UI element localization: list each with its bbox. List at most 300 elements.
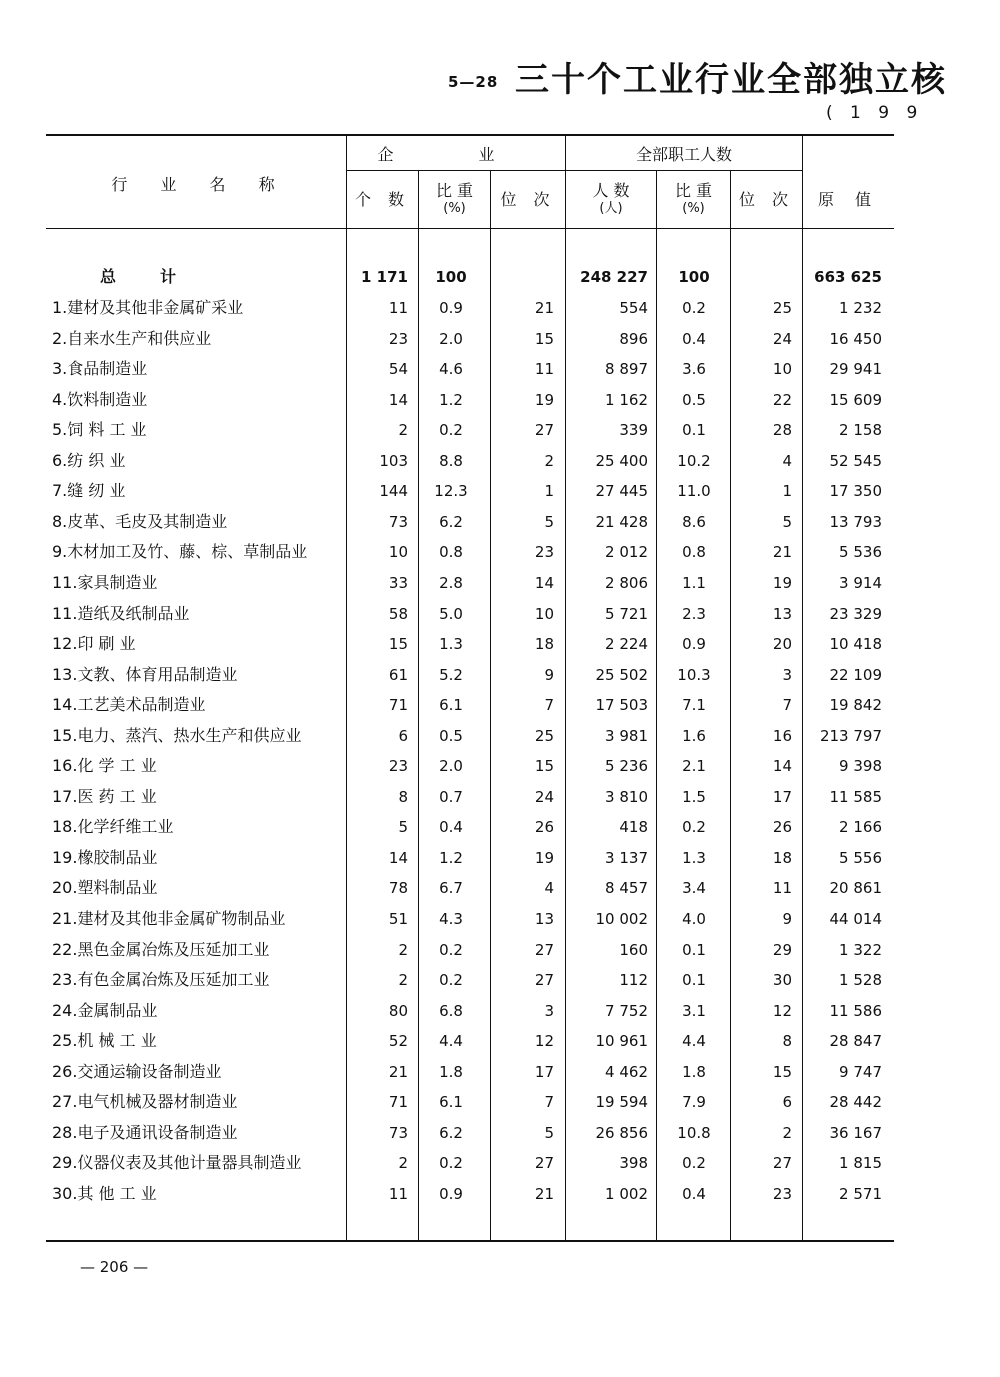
industry-name: 26.交通运输设备制造业 [52, 1062, 222, 1081]
table-row [0, 568, 1000, 598]
table-row [0, 751, 1000, 781]
emp-count-cell: 27 445 [595, 482, 648, 500]
orig-value-cell: 19 842 [829, 696, 882, 714]
emp-count-cell: 10 961 [595, 1032, 648, 1050]
group-header-rule [347, 170, 803, 171]
emp-rank-cell: 19 [772, 574, 792, 592]
orig-value-cell: 15 609 [829, 391, 882, 409]
emp-share-cell: 10.3 [677, 666, 711, 684]
industry-name: 11.造纸及纸制品业 [52, 604, 190, 623]
ent-count-cell: 2 [398, 941, 408, 959]
emp-rank-cell: 4 [782, 452, 792, 470]
emp-rank-cell: 15 [772, 1063, 792, 1081]
emp-rank-cell: 29 [772, 941, 792, 959]
ent-share-cell: 0.8 [439, 543, 463, 561]
emp-count-cell: 160 [619, 941, 648, 959]
ent-rank-cell: 14 [534, 574, 554, 592]
emp-rank-cell: 7 [782, 696, 792, 714]
orig-value-cell: 9 747 [839, 1063, 882, 1081]
header-emp-share-label: 比 重 [674, 181, 713, 200]
industry-name: 29.仪器仪表及其他计量器具制造业 [52, 1153, 302, 1172]
orig-value-cell: 52 545 [829, 452, 882, 470]
ent-rank-cell: 21 [534, 1185, 554, 1203]
emp-count-cell: 25 502 [595, 666, 648, 684]
table-row [0, 1118, 1000, 1148]
emp-share-cell: 0.1 [682, 941, 706, 959]
orig-value-cell: 9 398 [839, 757, 882, 775]
emp-count-cell: 1 162 [605, 391, 648, 409]
ent-count-cell: 11 [388, 299, 408, 317]
ent-share-cell: 0.2 [439, 971, 463, 989]
emp-rank-cell: 2 [782, 1124, 792, 1142]
industry-name: 11.家具制造业 [52, 573, 158, 592]
emp-share-cell: 0.8 [682, 543, 706, 561]
ent-rank-cell: 3 [544, 1002, 554, 1020]
header-ent-rank: 位 次 [500, 190, 556, 209]
bottom-rule [46, 1240, 894, 1242]
ent-count-cell: 52 [388, 1032, 408, 1050]
ent-count-cell: 71 [388, 1093, 408, 1111]
header-emp-count-label: 人 数 [592, 181, 630, 200]
orig-value-cell: 20 861 [829, 879, 882, 897]
emp-share-cell: 0.4 [682, 330, 706, 348]
industry-name: 6.纺 织 业 [52, 451, 126, 470]
ent-share-cell: 1.8 [439, 1063, 463, 1081]
emp-count-cell: 896 [619, 330, 648, 348]
table-row [0, 476, 1000, 506]
emp-count-cell: 19 594 [595, 1093, 648, 1111]
ent-count-cell: 8 [398, 788, 408, 806]
header-emp-rank: 位 次 [738, 190, 795, 209]
emp-count-cell: 2 224 [605, 635, 648, 653]
emp-count-cell: 2 806 [605, 574, 648, 592]
emp-rank-cell: 30 [772, 971, 792, 989]
header-emp-count-unit: (人) [599, 201, 623, 216]
emp-share-cell: 7.9 [682, 1093, 706, 1111]
emp-rank-cell: 17 [772, 788, 792, 806]
ent-share-cell: 4.4 [439, 1032, 463, 1050]
ent-rank-cell: 27 [534, 941, 554, 959]
ent-rank-cell: 17 [534, 1063, 554, 1081]
header-emp-share-unit: (%) [682, 201, 705, 216]
header-employee-group: 全部职工人数 [635, 145, 732, 164]
table-row [0, 721, 1000, 751]
ent-count-cell: 21 [388, 1063, 408, 1081]
ent-rank-cell: 19 [534, 849, 554, 867]
ent-share-cell: 4.3 [439, 910, 463, 928]
header-ent-share-label: 比 重 [435, 181, 474, 200]
ent-count-cell: 14 [388, 391, 408, 409]
industry-name: 20.塑料制品业 [52, 878, 158, 897]
ent-rank-cell: 9 [544, 666, 554, 684]
industry-name: 14.工艺美术品制造业 [52, 695, 206, 714]
ent-rank-cell: 11 [534, 360, 554, 378]
industry-name: 28.电子及通讯设备制造业 [52, 1123, 238, 1142]
industry-name: 24.金属制品业 [52, 1001, 158, 1020]
orig-value-cell: 213 797 [819, 727, 882, 745]
header-orig-value: 原 值 [817, 190, 880, 209]
ent-rank-cell: 5 [544, 513, 554, 531]
ent-rank-cell: 7 [544, 696, 554, 714]
industry-name: 9.木材加工及竹、藤、棕、草制品业 [52, 542, 308, 561]
orig-value-cell: 44 014 [829, 910, 882, 928]
emp-share-cell: 4.0 [682, 910, 706, 928]
ent-share-cell: 0.7 [439, 788, 463, 806]
ent-rank-cell: 18 [534, 635, 554, 653]
emp-rank-cell: 6 [782, 1093, 792, 1111]
emp-share-cell: 1.6 [682, 727, 706, 745]
orig-value-cell: 11 585 [829, 788, 882, 806]
ent-rank-cell: 5 [544, 1124, 554, 1142]
ent-count-cell: 2 [398, 971, 408, 989]
ent-rank-cell: 23 [534, 543, 554, 561]
ent-share-cell: 0.9 [439, 1185, 463, 1203]
emp-rank-cell: 11 [772, 879, 792, 897]
emp-share-cell: 11.0 [677, 482, 711, 500]
emp-rank-cell: 9 [782, 910, 792, 928]
total-ent-share: 100 [435, 268, 467, 286]
emp-share-cell: 2.1 [682, 757, 706, 775]
emp-rank-cell: 28 [772, 421, 792, 439]
ent-share-cell: 6.2 [439, 1124, 463, 1142]
ent-share-cell: 0.4 [439, 818, 463, 836]
ent-count-cell: 11 [388, 1185, 408, 1203]
emp-share-cell: 0.1 [682, 971, 706, 989]
table-number: 5—28 [448, 73, 499, 91]
total-orig-value: 663 625 [814, 268, 882, 286]
orig-value-cell: 1 232 [839, 299, 882, 317]
ent-rank-cell: 1 [544, 482, 554, 500]
emp-count-cell: 2 012 [605, 543, 648, 561]
emp-share-cell: 1.1 [682, 574, 706, 592]
ent-rank-cell: 15 [534, 330, 554, 348]
emp-count-cell: 8 457 [605, 879, 648, 897]
table-title: 三十个工业行业全部独立核 [515, 60, 947, 100]
emp-count-cell: 1 002 [605, 1185, 648, 1203]
ent-share-cell: 0.9 [439, 299, 463, 317]
ent-share-cell: 6.1 [439, 696, 463, 714]
ent-count-cell: 15 [388, 635, 408, 653]
emp-rank-cell: 21 [772, 543, 792, 561]
emp-share-cell: 0.2 [682, 299, 706, 317]
emp-share-cell: 10.2 [677, 452, 711, 470]
ent-share-cell: 12.3 [434, 482, 468, 500]
header-emp-share [657, 182, 730, 218]
emp-count-cell: 4 462 [605, 1063, 648, 1081]
ent-count-cell: 10 [388, 543, 408, 561]
ent-rank-cell: 27 [534, 421, 554, 439]
ent-share-cell: 8.8 [439, 452, 463, 470]
table-row [0, 599, 1000, 629]
table-row [0, 537, 1000, 567]
emp-share-cell: 3.6 [682, 360, 706, 378]
ent-share-cell: 4.6 [439, 360, 463, 378]
emp-count-cell: 3 981 [605, 727, 648, 745]
emp-share-cell: 3.4 [682, 879, 706, 897]
orig-value-cell: 17 350 [829, 482, 882, 500]
top-rule [46, 134, 894, 136]
emp-count-cell: 3 137 [605, 849, 648, 867]
orig-value-cell: 22 109 [829, 666, 882, 684]
emp-count-cell: 339 [619, 421, 648, 439]
emp-count-cell: 7 752 [605, 1002, 648, 1020]
total-emp-count: 248 227 [580, 268, 648, 286]
emp-share-cell: 1.5 [682, 788, 706, 806]
ent-share-cell: 6.2 [439, 513, 463, 531]
industry-name: 13.文教、体育用品制造业 [52, 665, 238, 684]
ent-share-cell: 0.2 [439, 941, 463, 959]
orig-value-cell: 16 450 [829, 330, 882, 348]
ent-count-cell: 54 [388, 360, 408, 378]
ent-rank-cell: 26 [534, 818, 554, 836]
table-row [0, 324, 1000, 354]
emp-rank-cell: 16 [772, 727, 792, 745]
table-row [0, 873, 1000, 903]
emp-rank-cell: 26 [772, 818, 792, 836]
ent-rank-cell: 12 [534, 1032, 554, 1050]
emp-share-cell: 2.3 [682, 605, 706, 623]
industry-name: 8.皮革、毛皮及其制造业 [52, 512, 228, 531]
industry-name: 5.饲 料 工 业 [52, 420, 147, 439]
ent-count-cell: 2 [398, 421, 408, 439]
ent-count-cell: 144 [379, 482, 408, 500]
ent-share-cell: 2.8 [439, 574, 463, 592]
table-row [0, 812, 1000, 842]
emp-rank-cell: 8 [782, 1032, 792, 1050]
total-ent-rank [492, 262, 554, 292]
emp-share-cell: 0.2 [682, 1154, 706, 1172]
ent-share-cell: 5.2 [439, 666, 463, 684]
ent-rank-cell: 27 [534, 971, 554, 989]
industry-name: 4.饮料制造业 [52, 390, 148, 409]
table-row [0, 782, 1000, 812]
orig-value-cell: 10 418 [829, 635, 882, 653]
orig-value-cell: 5 536 [839, 543, 882, 561]
ent-count-cell: 71 [388, 696, 408, 714]
ent-share-cell: 6.8 [439, 1002, 463, 1020]
industry-name: 7.缝 纫 业 [52, 481, 126, 500]
industry-name: 15.电力、蒸汽、热水生产和供应业 [52, 726, 302, 745]
table-row [0, 354, 1000, 384]
industry-name: 30.其 他 工 业 [52, 1184, 157, 1203]
ent-count-cell: 73 [388, 513, 408, 531]
emp-rank-cell: 23 [772, 1185, 792, 1203]
table-row [0, 1087, 1000, 1117]
ent-count-cell: 80 [388, 1002, 408, 1020]
header-enterprise-group: 企 业 [377, 145, 535, 164]
orig-value-cell: 13 793 [829, 513, 882, 531]
emp-share-cell: 1.3 [682, 849, 706, 867]
table-row [0, 1148, 1000, 1178]
emp-rank-cell: 27 [772, 1154, 792, 1172]
table-row [0, 1179, 1000, 1209]
ent-count-cell: 61 [388, 666, 408, 684]
emp-rank-cell: 10 [772, 360, 792, 378]
table-row [0, 446, 1000, 476]
ent-count-cell: 58 [388, 605, 408, 623]
ent-share-cell: 1.2 [439, 391, 463, 409]
emp-rank-cell: 24 [772, 330, 792, 348]
ent-rank-cell: 25 [534, 727, 554, 745]
emp-count-cell: 5 721 [605, 605, 648, 623]
emp-share-cell: 1.8 [682, 1063, 706, 1081]
emp-count-cell: 17 503 [595, 696, 648, 714]
emp-rank-cell: 20 [772, 635, 792, 653]
orig-value-cell: 1 322 [839, 941, 882, 959]
emp-rank-cell: 3 [782, 666, 792, 684]
ent-rank-cell: 13 [534, 910, 554, 928]
orig-value-cell: 5 556 [839, 849, 882, 867]
industry-name: 18.化学纤维工业 [52, 817, 174, 836]
industry-name: 27.电气机械及器材制造业 [52, 1092, 238, 1111]
emp-count-cell: 26 856 [595, 1124, 648, 1142]
ent-count-cell: 23 [388, 330, 408, 348]
page-number: — 206 — [80, 1258, 149, 1276]
ent-count-cell: 33 [388, 574, 408, 592]
emp-share-cell: 10.8 [677, 1124, 711, 1142]
header-bottom-rule [46, 228, 894, 229]
industry-name: 12.印 刷 业 [52, 634, 136, 653]
table-row-total [0, 262, 1000, 292]
ent-rank-cell: 2 [544, 452, 554, 470]
orig-value-cell: 1 528 [839, 971, 882, 989]
table-row [0, 1057, 1000, 1087]
industry-name: 19.橡胶制品业 [52, 848, 158, 867]
table-row [0, 660, 1000, 690]
emp-rank-cell: 18 [772, 849, 792, 867]
emp-rank-cell: 13 [772, 605, 792, 623]
table-row [0, 843, 1000, 873]
ent-count-cell: 2 [398, 1154, 408, 1172]
orig-value-cell: 2 166 [839, 818, 882, 836]
ent-share-cell: 2.0 [439, 757, 463, 775]
emp-count-cell: 112 [619, 971, 648, 989]
table-row [0, 965, 1000, 995]
table-row [0, 904, 1000, 934]
orig-value-cell: 11 586 [829, 1002, 882, 1020]
header-ent-count: 个 数 [354, 190, 411, 209]
ent-rank-cell: 19 [534, 391, 554, 409]
industry-name: 17.医 药 工 业 [52, 787, 157, 806]
emp-share-cell: 7.1 [682, 696, 706, 714]
ent-rank-cell: 21 [534, 299, 554, 317]
ent-share-cell: 0.2 [439, 421, 463, 439]
ent-count-cell: 6 [398, 727, 408, 745]
emp-count-cell: 418 [619, 818, 648, 836]
table-year: ( 1 9 9 [826, 103, 924, 123]
orig-value-cell: 23 329 [829, 605, 882, 623]
orig-value-cell: 28 847 [829, 1032, 882, 1050]
emp-count-cell: 398 [619, 1154, 648, 1172]
orig-value-cell: 36 167 [829, 1124, 882, 1142]
emp-count-cell: 554 [619, 299, 648, 317]
table-row [0, 385, 1000, 415]
header-ent-share-unit: (%) [443, 201, 466, 216]
ent-count-cell: 14 [388, 849, 408, 867]
total-label: 总计 [100, 267, 221, 286]
table-row [0, 935, 1000, 965]
orig-value-cell: 28 442 [829, 1093, 882, 1111]
emp-share-cell: 8.6 [682, 513, 706, 531]
ent-share-cell: 0.2 [439, 1154, 463, 1172]
table-row [0, 690, 1000, 720]
table-row [0, 629, 1000, 659]
emp-share-cell: 0.5 [682, 391, 706, 409]
orig-value-cell: 1 815 [839, 1154, 882, 1172]
orig-value-cell: 29 941 [829, 360, 882, 378]
emp-rank-cell: 22 [772, 391, 792, 409]
emp-rank-cell: 25 [772, 299, 792, 317]
header-ent-share [419, 182, 490, 218]
emp-rank-cell: 12 [772, 1002, 792, 1020]
ent-share-cell: 2.0 [439, 330, 463, 348]
ent-count-cell: 23 [388, 757, 408, 775]
industry-name: 3.食品制造业 [52, 359, 148, 378]
ent-count-cell: 73 [388, 1124, 408, 1142]
emp-share-cell: 4.4 [682, 1032, 706, 1050]
emp-share-cell: 3.1 [682, 1002, 706, 1020]
industry-name: 23.有色金属冶炼及压延加工业 [52, 970, 270, 989]
emp-rank-cell: 5 [782, 513, 792, 531]
ent-count-cell: 103 [379, 452, 408, 470]
ent-share-cell: 0.5 [439, 727, 463, 745]
header-emp-count [566, 182, 656, 218]
industry-name: 21.建材及其他非金属矿物制品业 [52, 909, 286, 928]
emp-count-cell: 5 236 [605, 757, 648, 775]
emp-rank-cell: 14 [772, 757, 792, 775]
industry-name: 2.自来水生产和供应业 [52, 329, 212, 348]
total-ent-count: 1 171 [361, 268, 408, 286]
emp-count-cell: 3 810 [605, 788, 648, 806]
ent-count-cell: 78 [388, 879, 408, 897]
table-row [0, 415, 1000, 445]
ent-rank-cell: 10 [534, 605, 554, 623]
emp-count-cell: 21 428 [595, 513, 648, 531]
orig-value-cell: 2 158 [839, 421, 882, 439]
industry-name: 22.黑色金属冶炼及压延加工业 [52, 940, 270, 959]
ent-rank-cell: 15 [534, 757, 554, 775]
emp-count-cell: 8 897 [605, 360, 648, 378]
ent-share-cell: 6.1 [439, 1093, 463, 1111]
industry-name: 25.机 械 工 业 [52, 1031, 157, 1050]
ent-count-cell: 5 [398, 818, 408, 836]
table-row [0, 1026, 1000, 1056]
orig-value-cell: 2 571 [839, 1185, 882, 1203]
orig-value-cell: 3 914 [839, 574, 882, 592]
ent-rank-cell: 24 [534, 788, 554, 806]
emp-share-cell: 0.2 [682, 818, 706, 836]
ent-share-cell: 6.7 [439, 879, 463, 897]
total-emp-rank [730, 262, 792, 292]
emp-count-cell: 10 002 [595, 910, 648, 928]
ent-share-cell: 5.0 [439, 605, 463, 623]
emp-share-cell: 0.4 [682, 1185, 706, 1203]
table-row [0, 996, 1000, 1026]
emp-count-cell: 25 400 [595, 452, 648, 470]
ent-count-cell: 51 [388, 910, 408, 928]
ent-share-cell: 1.2 [439, 849, 463, 867]
table-row [0, 507, 1000, 537]
ent-rank-cell: 27 [534, 1154, 554, 1172]
total-emp-share: 100 [678, 268, 710, 286]
header-industry-name: 行 业 名 称 [111, 175, 289, 194]
emp-share-cell: 0.9 [682, 635, 706, 653]
table-row [0, 293, 1000, 323]
emp-rank-cell: 1 [782, 482, 792, 500]
industry-name: 1.建材及其他非金属矿采业 [52, 298, 244, 317]
emp-share-cell: 0.1 [682, 421, 706, 439]
ent-rank-cell: 7 [544, 1093, 554, 1111]
